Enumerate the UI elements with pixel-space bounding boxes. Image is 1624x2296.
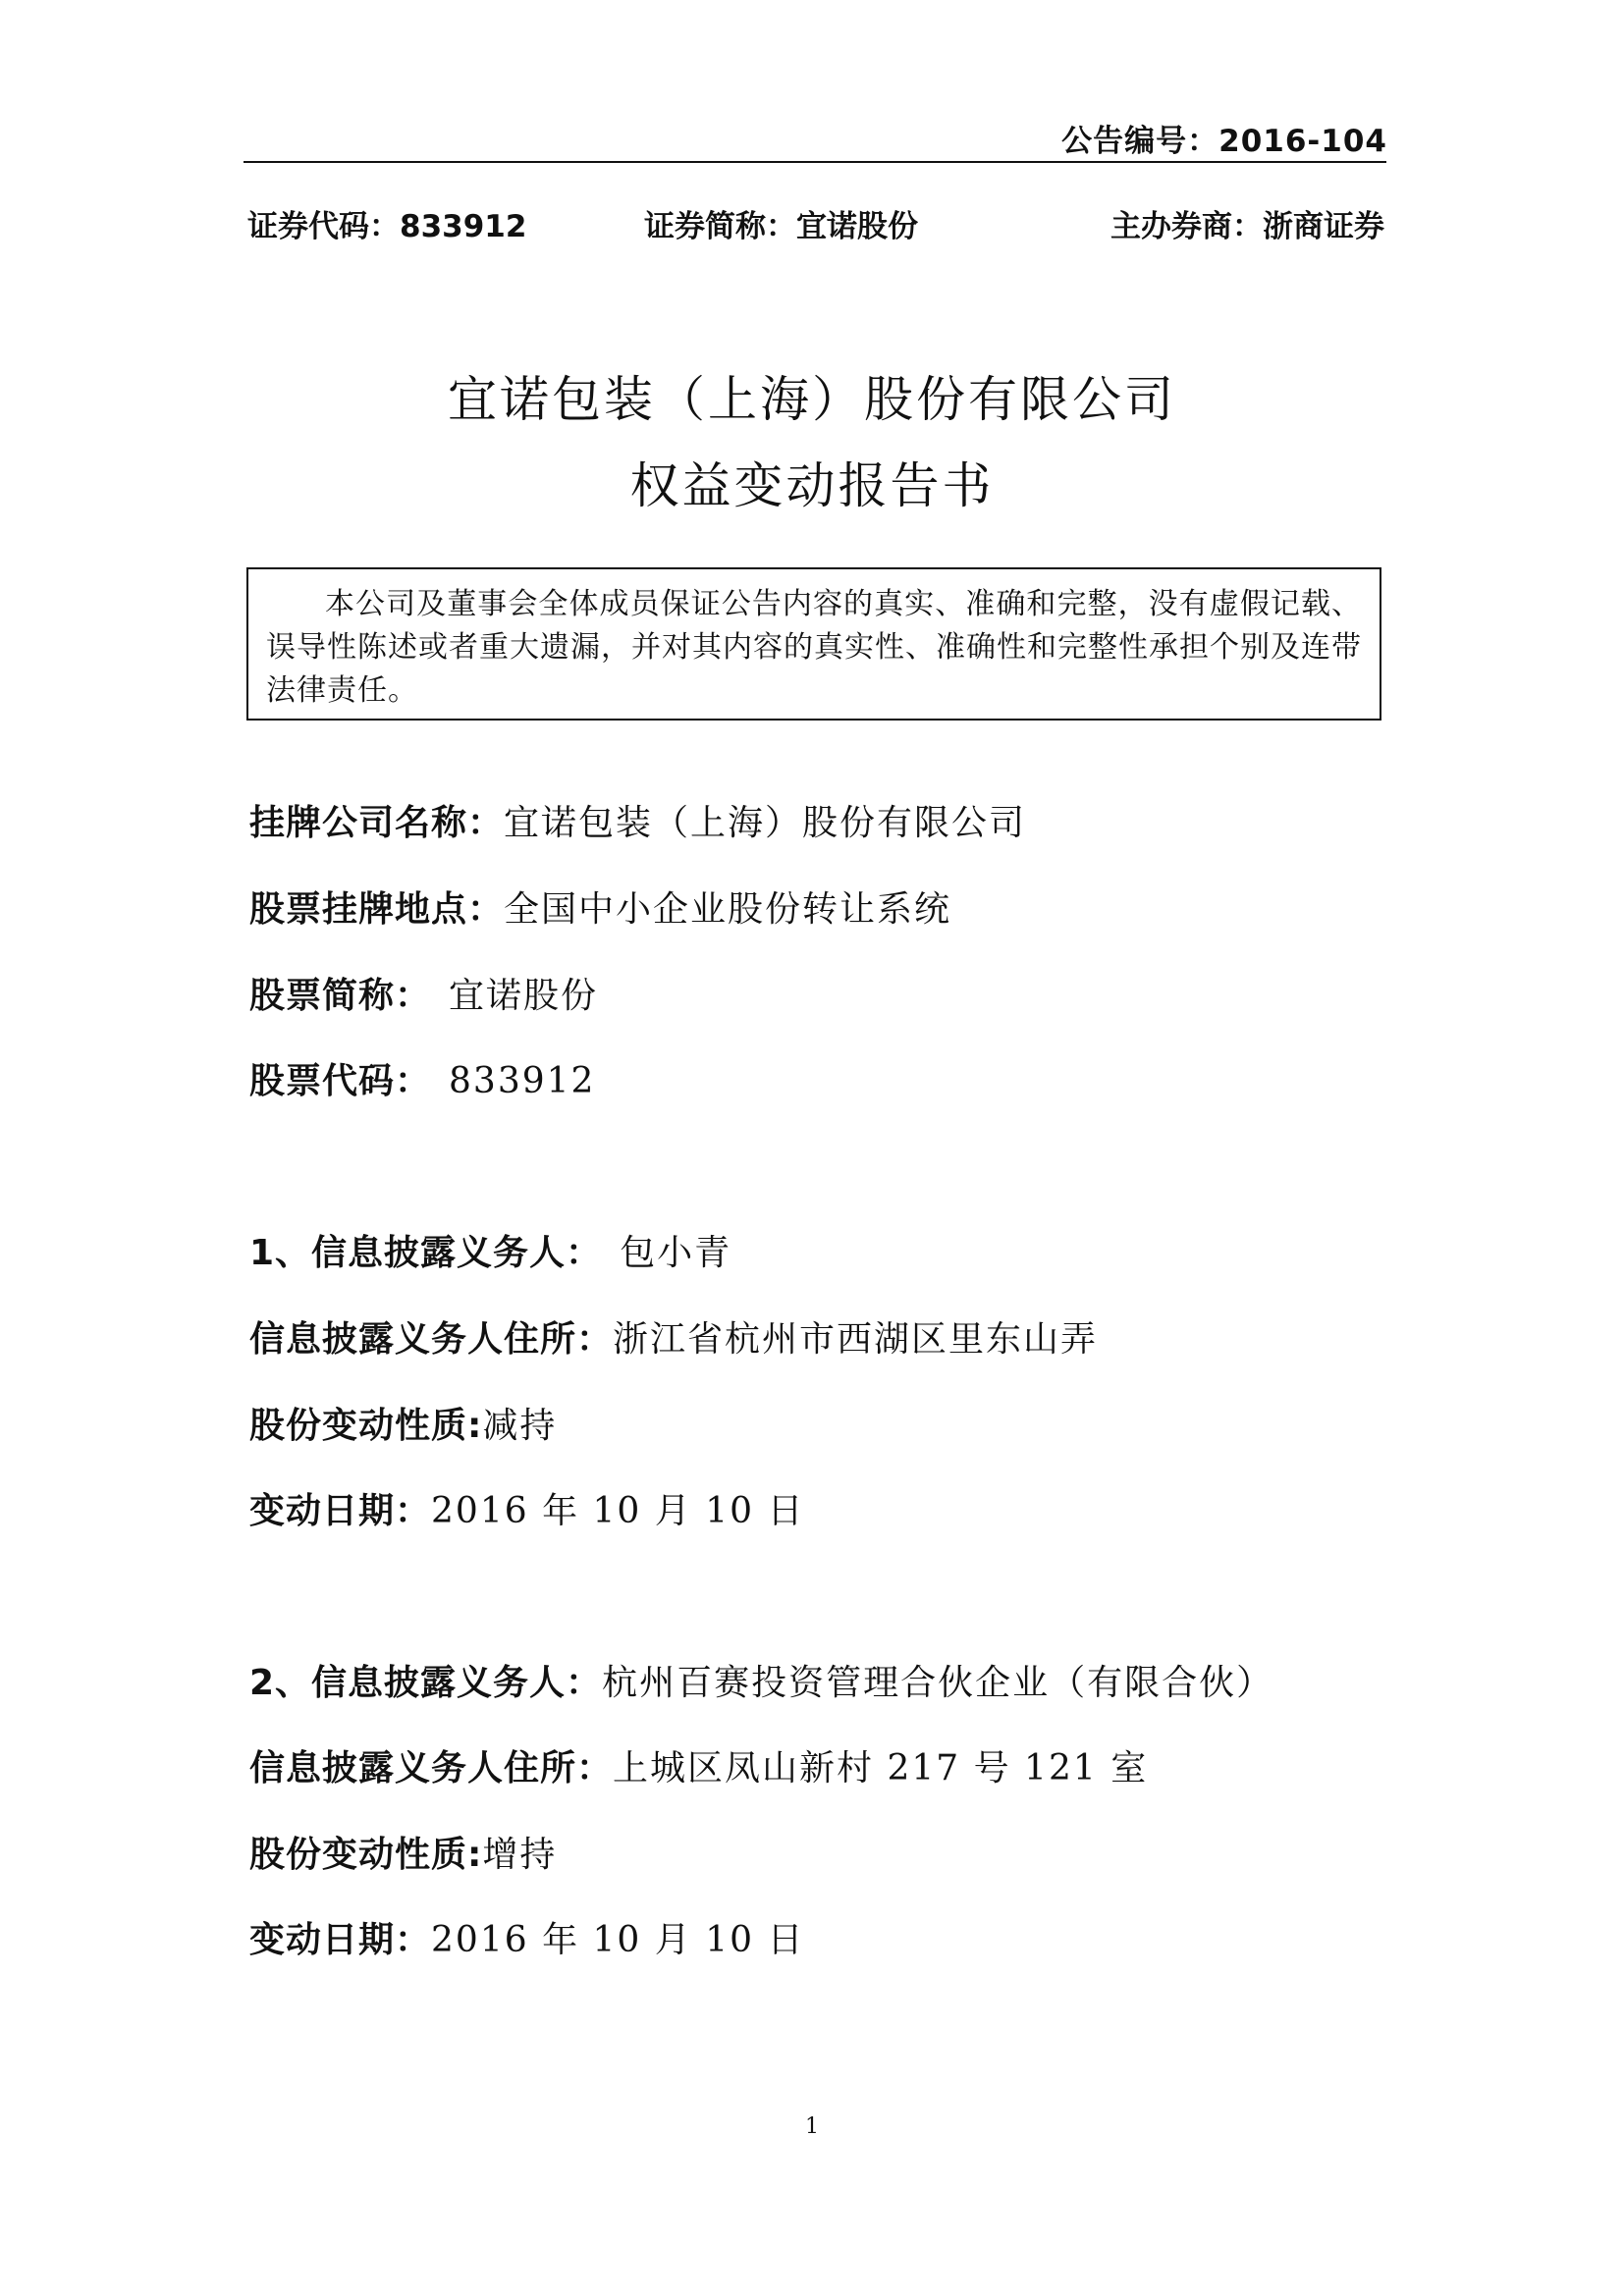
announcement-number: 公告编号：2016-104 <box>1061 124 1387 159</box>
obligor1-address <box>249 1311 1098 1362</box>
listed-company-name-value: 宜诺包装（上海）股份有限公司 <box>504 803 1027 843</box>
obligor2-address-value: 上城区凤山新村 217 号 121 室 <box>613 1748 1149 1789</box>
security-info-row <box>244 201 1386 244</box>
stock-abbreviation-value: 宜诺股份 <box>449 976 599 1016</box>
obligor1-change-nature-label: 股份变动性质: <box>249 1406 483 1446</box>
obligor1-name <box>249 1225 731 1275</box>
obligor2-change-nature-value: 增持 <box>482 1835 558 1875</box>
obligor1-change-date-label: 变动日期： <box>249 1491 432 1531</box>
obligor2-address-label: 信息披露义务人住所： <box>249 1748 614 1789</box>
sponsor-broker: 主办券商：浙商证券 <box>1110 209 1384 244</box>
security-name: 证券简称：宜诺股份 <box>644 209 918 244</box>
document-title-report: 权益变动报告书 <box>629 457 995 514</box>
obligor1-address-value: 浙江省杭州市西湖区里东山弄 <box>613 1319 1099 1360</box>
listed-company-name <box>249 795 1026 845</box>
obligor1-change-date-value: 2016 年 10 月 10 日 <box>431 1491 805 1531</box>
obligor1-name-label: 1、信息披露义务人： <box>249 1233 603 1273</box>
stock-abbreviation <box>249 968 598 1018</box>
disclaimer-box <box>246 567 1381 721</box>
listing-venue-label: 股票挂牌地点： <box>249 889 505 930</box>
stock-code-label: 股票代码： <box>249 1061 432 1101</box>
obligor2-name-label: 2、信息披露义务人： <box>249 1663 603 1703</box>
obligor2-change-nature <box>249 1827 557 1877</box>
stock-code <box>249 1053 595 1103</box>
obligor2-change-nature-label: 股份变动性质: <box>249 1835 483 1875</box>
obligor1-change-date <box>249 1483 804 1533</box>
obligor2-change-date-value: 2016 年 10 月 10 日 <box>431 1920 805 1960</box>
listing-venue <box>249 881 951 932</box>
obligor2-change-date <box>249 1912 804 1962</box>
document-title-company: 宜诺包装（上海）股份有限公司 <box>448 371 1176 428</box>
stock-code-value: 833912 <box>449 1061 596 1101</box>
page-number: 1 <box>805 2114 819 2139</box>
obligor1-change-nature <box>249 1398 557 1448</box>
disclaimer-text: 本公司及董事会全体成员保证公告内容的真实、准确和完整，没有虚假记载、误导性陈述或者重大遗漏，并对其内容的真实性、准确性和完整性承担个别及连带法律责任。 <box>266 587 1362 708</box>
obligor2-name <box>249 1655 1273 1705</box>
security-code: 证券代码：833912 <box>247 209 527 244</box>
obligor1-change-nature-value: 减持 <box>482 1406 558 1446</box>
stock-abbreviation-label: 股票简称： <box>249 976 432 1016</box>
obligor1-name-value: 包小青 <box>620 1233 732 1273</box>
obligor2-change-date-label: 变动日期： <box>249 1920 432 1960</box>
header-rule <box>244 161 1386 163</box>
obligor2-name-value: 杭州百赛投资管理合伙企业（有限合伙） <box>602 1663 1274 1703</box>
listed-company-name-label: 挂牌公司名称： <box>249 803 505 843</box>
obligor1-address-label: 信息披露义务人住所： <box>249 1319 614 1360</box>
obligor2-address <box>249 1740 1148 1790</box>
listing-venue-value: 全国中小企业股份转让系统 <box>504 889 952 930</box>
